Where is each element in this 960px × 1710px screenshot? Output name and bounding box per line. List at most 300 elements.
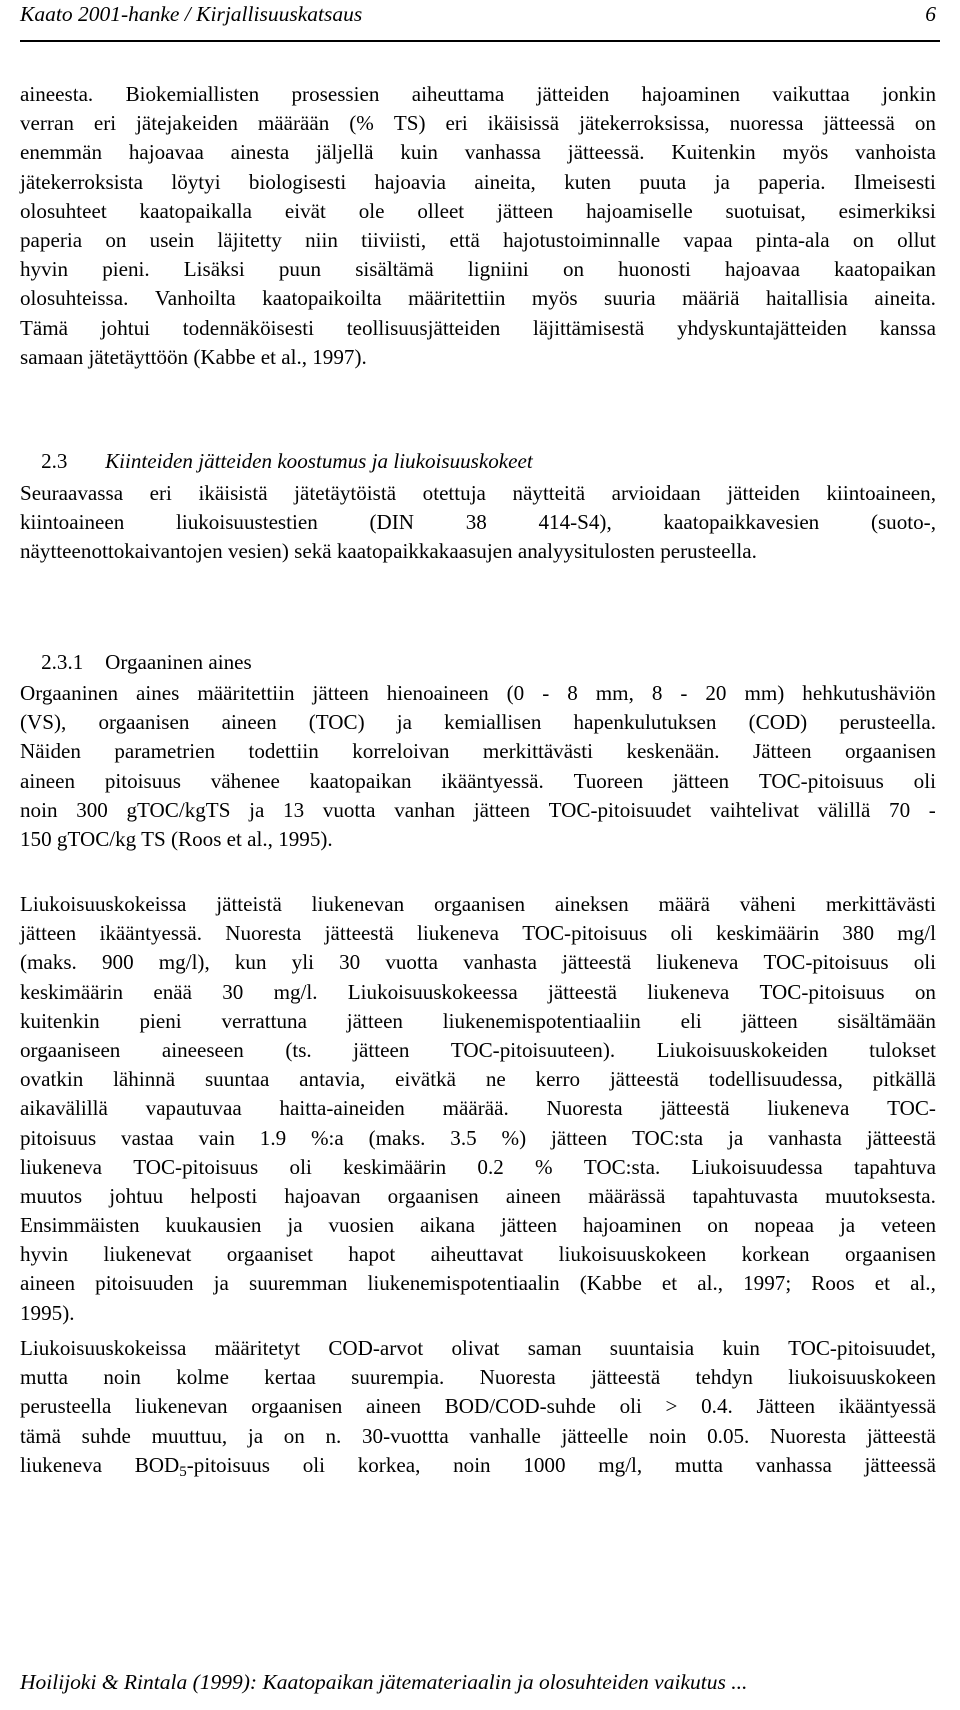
- word: jätteestä: [660, 1096, 730, 1121]
- word: muuttuu,: [151, 1423, 228, 1448]
- word: vanhasta: [768, 1125, 842, 1150]
- word: pitkällä: [872, 1067, 936, 1092]
- word: kaatopaikan: [309, 768, 412, 793]
- word: arvioidaan: [611, 481, 701, 505]
- word: aineita.: [874, 286, 936, 311]
- word: mg/l: [897, 921, 936, 946]
- word: keskimäärin: [716, 921, 820, 946]
- word: aineen: [20, 768, 76, 793]
- word: kuin: [400, 140, 438, 165]
- word: 0.4.: [701, 1394, 733, 1419]
- word: Liukoisuuskokeiden: [656, 1037, 828, 1062]
- word: hajoaminen: [641, 82, 741, 106]
- word: pieni: [139, 1008, 182, 1033]
- word: ovatkin: [20, 1067, 84, 1092]
- word: Näiden: [20, 739, 81, 764]
- word: määrään: [257, 111, 330, 136]
- word: Liukoisuuskokeissa: [20, 1336, 187, 1360]
- word: aineen: [365, 1394, 422, 1419]
- word: oli: [913, 768, 936, 793]
- word: noin: [20, 797, 58, 822]
- word: orgaanisen: [251, 1394, 343, 1419]
- word: määritettiin: [197, 681, 295, 705]
- word: merkittävästi: [482, 739, 594, 764]
- text-line: 150 gTOC/kg TS (Roos et al., 1995).: [20, 826, 333, 851]
- word: BOD/COD-suhde: [444, 1394, 596, 1419]
- word: 380: [842, 921, 875, 946]
- word: hajoavaa: [128, 140, 204, 165]
- word: jätteiden: [536, 82, 610, 106]
- word: 8: [567, 681, 578, 705]
- word: ja: [396, 710, 412, 735]
- word: jätteen: [741, 1008, 798, 1033]
- paragraph-3: [20, 679, 936, 854]
- word: Nuoresta: [479, 1365, 556, 1390]
- word: suuntaisia: [609, 1336, 695, 1360]
- word: TS): [393, 111, 426, 136]
- word: olivat: [451, 1336, 500, 1360]
- word: myös: [531, 286, 578, 311]
- text-line: [20, 679, 936, 708]
- word: ikääntyessä.: [441, 768, 544, 793]
- word: suotuisat,: [725, 198, 806, 223]
- word: orgaanisen: [387, 1183, 479, 1208]
- text-line: [20, 1422, 936, 1451]
- text-line: [20, 1451, 936, 1480]
- word: oli: [619, 1394, 642, 1419]
- word: (%: [349, 111, 374, 136]
- word: vanhassa: [755, 1452, 832, 1477]
- subscript-5: 5: [179, 1463, 187, 1480]
- word: tulokset: [869, 1037, 936, 1062]
- word: vapaa: [683, 227, 733, 252]
- word: mm,: [595, 681, 634, 705]
- word: yhdyskuntajätteiden: [677, 315, 847, 340]
- word: ja: [287, 1213, 303, 1238]
- word: 13: [283, 797, 305, 822]
- word: mm): [744, 681, 785, 705]
- word: TOC-: [887, 1096, 936, 1121]
- paragraph-4: [20, 890, 936, 1328]
- word: löytyi: [171, 169, 221, 194]
- word: 3.5: [450, 1125, 477, 1150]
- text-line: [20, 1334, 936, 1363]
- word: jätteen: [353, 1037, 410, 1062]
- word: TOC-pitoisuudet: [548, 797, 692, 822]
- word: aikavälillä: [20, 1096, 108, 1121]
- page-number: 6: [925, 2, 936, 26]
- word: 1000: [523, 1452, 566, 1477]
- word: hyvin: [20, 257, 69, 282]
- word: tehdyn: [695, 1365, 753, 1390]
- word: orgaanisen: [434, 892, 525, 916]
- word: hajoaminen: [582, 1213, 682, 1238]
- text-line: [20, 226, 936, 255]
- word: (TOC): [308, 710, 365, 735]
- text-line: [20, 1182, 936, 1211]
- word: saman: [527, 1336, 582, 1360]
- word: orgaaniset: [226, 1242, 314, 1267]
- word: eivätkä: [395, 1067, 457, 1092]
- word: 8: [651, 681, 663, 705]
- word: jätteiden: [727, 481, 800, 505]
- word: jätteestä: [609, 1067, 679, 1092]
- word: määrää.: [442, 1096, 509, 1121]
- word: jätteestä: [866, 1423, 936, 1448]
- word: jätteen: [497, 198, 554, 223]
- word: 0.05.: [707, 1423, 750, 1448]
- word: TOC-pitoisuus: [763, 950, 889, 975]
- word: jätteen: [473, 797, 530, 822]
- word: mutta: [674, 1452, 723, 1477]
- word: 414-S4),: [538, 510, 612, 535]
- word: liukeneva: [767, 1096, 850, 1121]
- word: olleet: [417, 198, 465, 223]
- word: haitta-aineiden: [279, 1096, 405, 1121]
- word: ikääntyessä: [838, 1394, 936, 1419]
- word: jätteestä: [324, 921, 394, 946]
- word: Tämä: [20, 315, 69, 340]
- text-line: näytteenottokaivantojen vesien) sekä kaatopaikkakaasujen analyysitulosten perusteella.: [20, 539, 757, 564]
- word: (COD): [748, 710, 808, 735]
- word: orgaanisen: [844, 1242, 936, 1267]
- word: että: [449, 227, 480, 252]
- word: läjitetty: [217, 227, 282, 252]
- word: vapautuvaa: [145, 1096, 242, 1121]
- word: nuoressa: [729, 111, 804, 136]
- word: kiintoaineen: [20, 510, 125, 535]
- word: helposti: [190, 1183, 258, 1208]
- word: mutta: [20, 1365, 69, 1390]
- word: liukoisuuskokeen: [788, 1365, 936, 1390]
- word: usein: [149, 227, 195, 252]
- word: tapahtuvasta: [692, 1183, 798, 1208]
- section-title: Kiinteiden jätteiden koostumus ja liukoisuuskokeet: [105, 449, 533, 473]
- word: liukeneva: [20, 1154, 102, 1179]
- word: kuitenkin: [20, 1008, 100, 1033]
- word: %:a: [310, 1125, 344, 1150]
- word: hapot: [348, 1242, 396, 1267]
- word: vuosien: [328, 1213, 395, 1238]
- text-line: [20, 767, 936, 796]
- word: vuotta: [322, 797, 376, 822]
- text-line: [20, 284, 936, 313]
- word: pitoisuus: [104, 768, 181, 793]
- word: myös: [782, 140, 829, 165]
- word: vain: [198, 1125, 235, 1150]
- text-line: [20, 508, 936, 537]
- word: pitoisuuden: [95, 1271, 194, 1296]
- word: hajoavaa: [724, 257, 800, 282]
- word: prosessien: [291, 82, 380, 106]
- word: liukeneva: [20, 1452, 102, 1477]
- word: %): [501, 1125, 527, 1150]
- text-line: [20, 1007, 936, 1036]
- word: jätteestä: [547, 979, 618, 1004]
- word: vanhan: [394, 797, 456, 822]
- word: kun: [234, 950, 267, 975]
- word: mg/l,: [598, 1452, 643, 1477]
- word: n.: [325, 1423, 342, 1448]
- word: puuta: [639, 169, 687, 194]
- word: on: [707, 1213, 729, 1238]
- word: 900: [101, 950, 134, 975]
- word: TOC-pitoisuus: [758, 768, 884, 793]
- word: Nuoresta: [225, 921, 302, 946]
- word: 70: [889, 797, 911, 822]
- word: hajoavia: [374, 169, 446, 194]
- text-line: [20, 1269, 936, 1298]
- word: johtui: [100, 315, 151, 340]
- word: ikäisissä: [487, 111, 560, 136]
- word: jätteen: [312, 681, 369, 705]
- word: keskimäärin: [20, 979, 124, 1004]
- word: Nuoresta: [546, 1096, 623, 1121]
- word: liukenevat: [103, 1242, 192, 1267]
- word: eri: [445, 111, 468, 136]
- word: pitoisuus: [20, 1125, 97, 1150]
- word: suuria: [604, 286, 656, 311]
- word: biologisesti: [248, 169, 347, 194]
- word: on: [105, 227, 127, 252]
- word: orgaaniseen: [20, 1037, 121, 1062]
- word: TOC-pitoisuudet,: [788, 1336, 936, 1360]
- word: -: [542, 681, 550, 705]
- word: 1997;: [743, 1271, 792, 1296]
- word: määritetyt: [214, 1336, 301, 1360]
- word: oli: [670, 921, 693, 946]
- word: verran: [20, 111, 74, 136]
- text-line: [20, 138, 936, 167]
- text-line: [20, 1065, 936, 1094]
- paragraph-2: [20, 479, 936, 567]
- word: hajotustoiminnalle: [503, 227, 661, 252]
- word: liukeneva: [656, 950, 739, 975]
- word: sisältämä: [355, 257, 434, 282]
- word: jätteelle: [561, 1423, 629, 1448]
- word: Roos: [811, 1271, 855, 1296]
- word: eli: [680, 1008, 702, 1033]
- word: aiheuttavat: [430, 1242, 524, 1267]
- word: aineksen: [554, 892, 629, 916]
- word: vuotta: [385, 950, 439, 975]
- word: oli: [913, 950, 936, 975]
- word: jonkin: [882, 82, 936, 106]
- word: 0.2: [477, 1154, 504, 1179]
- word: noin: [453, 1452, 491, 1477]
- text-line: [20, 1124, 936, 1153]
- word: antavia,: [299, 1067, 366, 1092]
- word: >: [665, 1394, 678, 1419]
- word: ja: [727, 1125, 744, 1150]
- text-line: [20, 168, 936, 197]
- word: liukoisuuskokeen: [558, 1242, 707, 1267]
- word: (ts.: [285, 1037, 312, 1062]
- word: enää: [153, 979, 192, 1004]
- text-line: [20, 708, 936, 737]
- word: Lisäksi: [183, 257, 245, 282]
- word: yli: [291, 950, 314, 975]
- word: jätteestä: [562, 950, 632, 975]
- word: suuremman: [249, 1271, 348, 1296]
- word: jätteen: [550, 1125, 608, 1150]
- word: olosuhteet: [20, 198, 107, 223]
- word: -: [680, 681, 688, 705]
- word: perusteella: [20, 1394, 112, 1419]
- word: keskenään.: [626, 739, 720, 764]
- word: vaihtelivat: [709, 797, 799, 822]
- word: määriä: [682, 286, 740, 311]
- word: ainesta: [230, 140, 290, 165]
- word: (maks.: [368, 1125, 426, 1150]
- word: ikäisistä: [198, 481, 268, 505]
- word: vastaa: [121, 1125, 174, 1150]
- word: hienoaineen: [386, 681, 489, 705]
- word: määritettiin: [408, 286, 506, 311]
- word: ja: [247, 1423, 264, 1448]
- section-number: 2.3.1: [41, 650, 84, 674]
- section-heading-2-3-1: [20, 617, 936, 674]
- word: korreloivan: [352, 739, 450, 764]
- word: verrattuna: [221, 1008, 307, 1033]
- word: jätteistä: [216, 892, 282, 916]
- text-line: [20, 1153, 936, 1182]
- word: kaatopaikkavesien: [663, 510, 820, 535]
- page-footer: Hoilijoki & Rintala (1999): Kaatopaikan jätemateriaalin ja olosuhteiden vaikutus ...: [20, 1670, 748, 1694]
- word: noin: [648, 1423, 687, 1448]
- word: kaatopaikan: [834, 257, 936, 282]
- word: suhde: [81, 1423, 131, 1448]
- word: hehkutushäviön: [802, 681, 936, 705]
- word: suuntaa: [204, 1067, 270, 1092]
- word: TOC-pitoisuuteen).: [450, 1037, 616, 1062]
- word: TOC-pitoisuus: [759, 979, 885, 1004]
- word: korkea,: [357, 1452, 421, 1477]
- text-line: [20, 1036, 936, 1065]
- word: aiheuttama: [411, 82, 505, 106]
- word: niin: [305, 227, 338, 252]
- section-title: Orgaaninen aines: [105, 650, 252, 674]
- word: keskimäärin: [343, 1154, 447, 1179]
- word: Tuoreen: [573, 768, 644, 793]
- word: on: [283, 1423, 305, 1448]
- word: kuukausien: [165, 1213, 262, 1238]
- word: välillä: [817, 797, 871, 822]
- word: aineesta.: [20, 82, 94, 106]
- word: eri: [93, 111, 117, 136]
- text-line: [20, 197, 936, 226]
- word: TOC-pitoisuus: [522, 921, 648, 946]
- word: kaatopaikoilta: [262, 286, 382, 311]
- word: puun: [278, 257, 322, 282]
- word: al.,: [697, 1271, 724, 1296]
- word: merkittävästi: [825, 892, 936, 916]
- word: jätteessä: [823, 111, 895, 136]
- word: mg/l),: [158, 950, 210, 975]
- word: 30: [339, 950, 361, 975]
- word: ligniini: [467, 257, 529, 282]
- text-line: [20, 314, 936, 343]
- section-number: 2.3: [41, 449, 68, 473]
- word: jätejakeiden: [136, 111, 238, 136]
- word: aines: [136, 681, 180, 705]
- word: jätteen: [500, 1213, 558, 1238]
- word: oli: [289, 1154, 312, 1179]
- word: kertaa: [264, 1365, 316, 1390]
- word: al.,: [910, 1271, 936, 1296]
- word: ja: [249, 797, 265, 822]
- word: väheni: [739, 892, 797, 916]
- word: liukenemispotentiaalin: [367, 1271, 560, 1296]
- word: Ilmeisesti: [853, 169, 936, 194]
- word: kiintoaineen,: [826, 481, 936, 505]
- word: liukenemispotentiaaliin: [442, 1008, 641, 1033]
- word: on: [852, 227, 874, 252]
- word: noin: [103, 1365, 141, 1390]
- word: todennäköisesti: [182, 315, 314, 340]
- word: ikääntyessä.: [99, 921, 202, 946]
- word: on: [914, 979, 936, 1004]
- word: Vanhoilta: [154, 286, 236, 311]
- text-line: [20, 890, 936, 919]
- word: jätekerroksissa,: [579, 111, 710, 136]
- word: TOC:sta.: [583, 1154, 661, 1179]
- word: -: [928, 797, 936, 822]
- word: vanhasta: [463, 950, 537, 975]
- word: on: [914, 111, 936, 136]
- text-line: [20, 737, 936, 766]
- word: olosuhteissa.: [20, 286, 129, 311]
- word: Liukoisuudessa: [691, 1154, 823, 1179]
- word: Liukoisuuskokeissa: [20, 892, 187, 916]
- word: orgaanisen: [844, 739, 936, 764]
- paragraph-1: [20, 80, 936, 372]
- word: korkean: [741, 1242, 810, 1267]
- word: aineen: [20, 1271, 76, 1296]
- word: (maks.: [20, 950, 77, 975]
- word: muutos: [20, 1183, 83, 1208]
- word: vaikuttaa: [772, 82, 850, 106]
- header-title: Kaato 2001-hanke / Kirjallisuuskatsaus: [20, 2, 363, 26]
- word: Jätteen: [756, 1394, 816, 1419]
- word: 30-vuottta: [362, 1423, 449, 1448]
- word: liukenevan: [311, 892, 405, 916]
- word: Seuraavassa: [20, 481, 124, 505]
- word: (VS),: [20, 710, 67, 735]
- text-line: [20, 1240, 936, 1269]
- word: huonosti: [618, 257, 691, 282]
- word: enemmän: [20, 140, 102, 165]
- word: 20: [705, 681, 727, 705]
- word: et: [661, 1271, 678, 1296]
- word: läjittämisestä: [533, 315, 645, 340]
- word: jätteestä: [866, 1125, 936, 1150]
- word: Liukoisuuskokeessa: [347, 979, 518, 1004]
- text-line: [20, 1363, 936, 1392]
- word: lähinnä: [113, 1067, 176, 1092]
- word: on: [562, 257, 585, 282]
- word: Ensimmäisten: [20, 1213, 140, 1238]
- word: 30: [222, 979, 244, 1004]
- word: tiiviisti,: [361, 227, 427, 252]
- word: johtuu: [109, 1183, 164, 1208]
- word: kuin: [722, 1336, 760, 1360]
- word: Biokemiallisten: [125, 82, 260, 106]
- word: näytteitä: [512, 481, 586, 505]
- word: nopeaa: [754, 1213, 814, 1238]
- word: todettiin: [248, 739, 319, 764]
- word: TOC:sta: [632, 1125, 704, 1150]
